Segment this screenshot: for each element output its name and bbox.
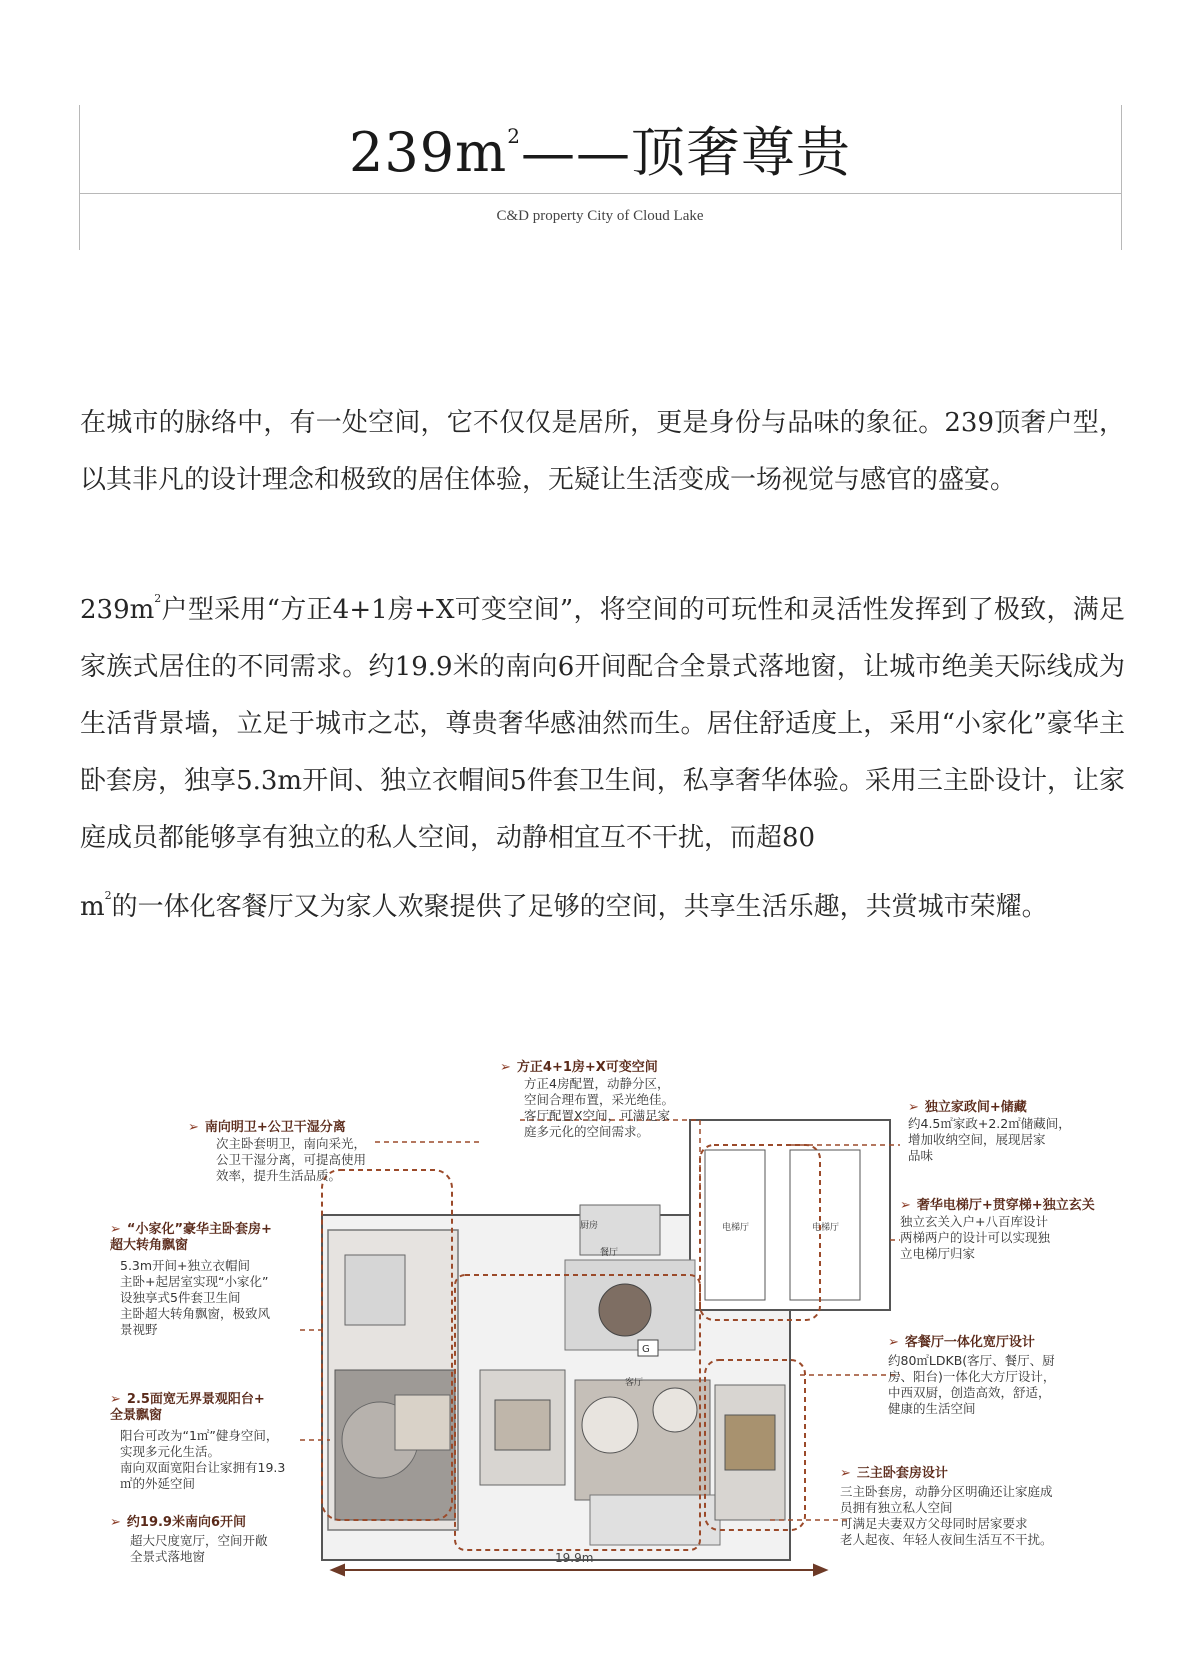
arrow-icon: ➢: [840, 1466, 851, 1481]
annotation-housekeeping: ➢ 独立家政间+储藏 约4.5㎡家政+2.2㎡储藏间， 增加收纳空间，展现居家 品味: [908, 1100, 1071, 1163]
dimension-label: 19.9m: [555, 1551, 594, 1565]
intro-paragraph-2: $239m^2$户型采用“方正4+1房+X可变空间”，将空间的可玩性和灵活性发挥到了极致，满足家族式居住的不同需求。约19.9米的南向6开间配合全景式落地窗，让城市绝美天际线成为生活背景墙，立足于城市之芯，尊贵奢华感油然而生。居住舒适度上，采用“小家化”豪华主卧套房，独享5.3m开间、独立衣帽间5件套卫生间，私享奢华体验。采用三主卧设计，让家庭成员都能够享有独立的私人空间，动静相宜互不干扰，而超80 $m^2$的一体化客餐厅又为家人欢聚提供了足够的空间，共享生活乐趣，共赏城市荣耀。: [80, 592, 1125, 922]
annotation-square: ➢ 方正4+1房+X可变空间 方正4房配置，动静分区， 空间合理布置，采光绝佳。 客厅配置X空间，可满足家 庭多元化的空间需求。: [500, 1060, 675, 1139]
arrow-icon: ➢: [888, 1335, 899, 1350]
annotation-elevator: ➢ 奢华电梯厅+贯穿梯+独立玄关 独立玄关入户+八百库设计 两梯两户的设计可以实现独 立电梯厅归家: [900, 1198, 1095, 1261]
arrow-icon: ➢: [188, 1120, 199, 1135]
arrow-icon: ➢: [500, 1060, 511, 1075]
label-dining: 餐厅: [600, 1248, 619, 1258]
arrow-icon: ➢: [908, 1100, 919, 1115]
label-gate: G: [642, 1344, 650, 1355]
annotation-master: ➢ “小家化”豪华主卧套房+ 超大转角飘窗 5.3m开间+独立衣帽间 主卧+起居室实现“小家化” 设独享式5件套卫生间 主卧超大转角飘窗，极致风 景视野: [110, 1222, 272, 1337]
annotation-six-bay: ➢ 约19.9米南向6开间 超大尺度宽厅，空间开敞 全景式落地窗: [110, 1515, 268, 1564]
annotation-living: ➢ 客餐厅一体化宽厅设计 约80㎡LDKB(客厅、餐厅、厨 房、阳台)一体化大方厅设计， 中西双厨，创造高效，舒适， 健康的生活空间: [888, 1335, 1056, 1416]
header-divider: [79, 193, 1122, 194]
annotation-balcony: ➢ 2.5面宽无界景观阳台+ 全景飘窗 阳台可改为“1㎡”健身空间， 实现多元化生活。 南向双面宽阳台让家拥有19.3 ㎡的外延空间: [110, 1392, 286, 1491]
page-subtitle: C&D property City of Cloud Lake: [496, 208, 704, 224]
annotation-south-bath: ➢ 南向明卫+公卫干湿分离 次主卧套明卫，南向采光， 公卫干湿分离，可提高使用 效率，提升生活品质。: [188, 1120, 367, 1183]
arrow-icon: ➢: [110, 1222, 121, 1237]
arrow-icon: ➢: [110, 1392, 121, 1407]
page-title: $239m^2——$顶奢尊贵: [348, 121, 851, 184]
label-elevator-2: 电梯厅: [812, 1223, 840, 1233]
arrow-icon: ➢: [110, 1515, 121, 1530]
label-elevator-1: 电梯厅: [722, 1223, 750, 1233]
label-kitchen: 厨房: [580, 1221, 599, 1231]
arrow-icon: ➢: [900, 1198, 911, 1213]
intro-paragraph-1: 在城市的脉络中，有一处空间，它不仅仅是居所，更是身份与品味的象征。239顶奢户型，以其非凡的设计理念和极致的居住体验，无疑让生活变成一场视觉与感官的盛宴。: [80, 408, 1125, 495]
annotation-three-master: ➢ 三主卧套房设计 三主卧套房，动静分区明确还让家庭成 员拥有独立私人空间 可满足夫妻双方父母同时居家要求 老人起夜、年轻人夜间生活互不干扰。: [840, 1466, 1053, 1547]
label-living: 客厅: [625, 1378, 644, 1388]
